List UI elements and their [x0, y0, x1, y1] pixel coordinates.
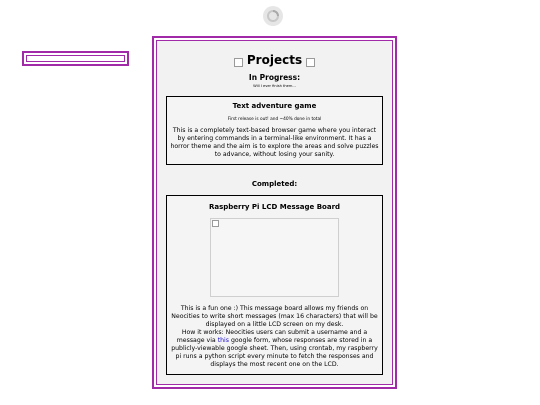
- projects-panel: [156, 40, 393, 385]
- project-description: This is a completely text-based browser game where you interact by entering commands in a terminal-like environment. It has a horror theme and the aim is to explore the areas and solve puzzles to advance, without losing your sanity.: [170, 127, 379, 159]
- in-progress-note: Will I ever finish them...: [253, 84, 296, 88]
- project-card-text-adventure: [166, 96, 383, 165]
- page-title: Projects: [246, 53, 303, 67]
- broken-image-icon: [212, 220, 219, 227]
- title-row: [166, 53, 383, 67]
- google-form-link[interactable]: this: [217, 337, 229, 344]
- project-card-lcd-board: [166, 195, 383, 375]
- description-how-after: google form, whose responses are stored in a publicly-viewable google sheet. Then, using crontab, my raspberry pi runs a python script every minute to fetch the responses and displays the most recent one on the LCD.: [171, 337, 378, 368]
- projects-panel-frame: [152, 36, 397, 389]
- project-image: [210, 218, 339, 297]
- broken-image-icon: [234, 58, 243, 67]
- broken-image-icon: [306, 58, 315, 67]
- description-how-before: How it works: Neocities users can submit a username and a message via: [176, 329, 368, 344]
- sidebar-box-inner: [26, 55, 125, 62]
- completed-heading: Completed:: [251, 180, 298, 189]
- project-status: First release is out! and ~40% done in total: [227, 117, 322, 122]
- in-progress-heading: In Progress:: [248, 73, 301, 82]
- description-intro: This is a fun one :) This message board allows my friends on Neocities to write short messages (max 16 characters) that will be displayed on a little LCD screen on my desk.: [171, 305, 378, 329]
- project-description: [170, 305, 379, 369]
- loading-spinner-icon: [263, 6, 283, 26]
- project-title: Text adventure game: [232, 102, 317, 110]
- sidebar-box: [22, 51, 129, 66]
- project-title: Raspberry Pi LCD Message Board: [208, 203, 341, 212]
